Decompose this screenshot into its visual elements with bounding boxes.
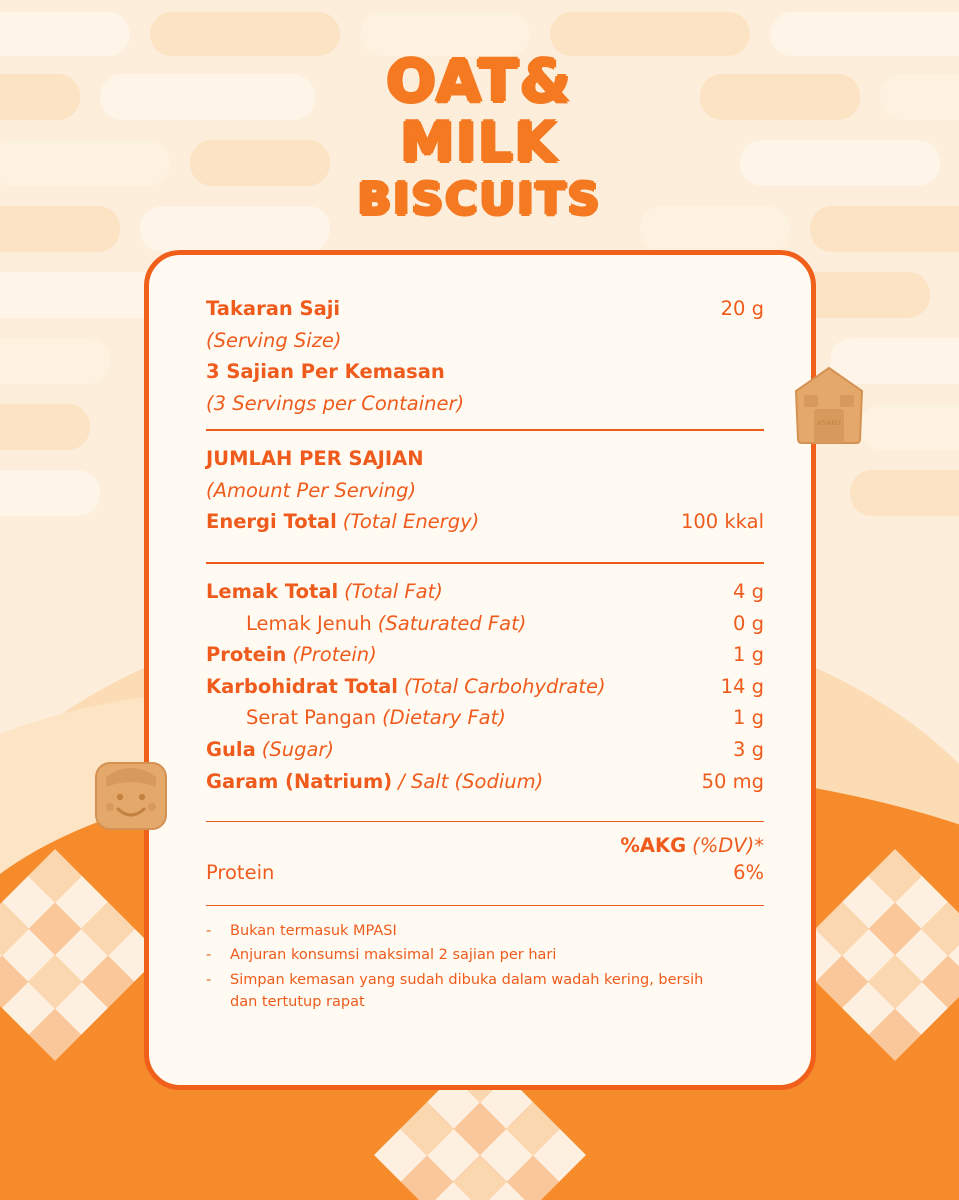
bg-brick — [0, 404, 90, 450]
biscuit-house-icon — [790, 365, 868, 445]
nutrition-facts-card — [144, 250, 816, 1090]
bg-brick — [0, 12, 130, 56]
note-item — [206, 920, 764, 942]
akg-heading-en: (%DV)* — [692, 834, 764, 858]
bg-brick — [550, 12, 750, 56]
akg-protein-label: Protein — [206, 861, 275, 885]
servings-per-container-row — [206, 356, 764, 388]
total-fat-label: Lemak Total — [206, 580, 339, 604]
sugar-label: Gula — [206, 737, 256, 761]
akg-protein-row — [206, 857, 764, 889]
sugar-value: 3 g — [733, 737, 764, 761]
protein-value: 1 g — [733, 643, 764, 667]
saturated-fat-row — [206, 608, 764, 640]
energy-label-en: (Total Energy) — [342, 510, 480, 534]
dietary-fiber-label: Serat Pangan — [246, 706, 377, 730]
dietary-fiber-row — [206, 702, 764, 734]
energy-label: Energi Total — [206, 510, 337, 534]
title-line-3: BISCUITS — [357, 174, 602, 225]
dietary-fiber-label-en: (Dietary Fat) — [382, 706, 506, 730]
total-fat-value: 4 g — [733, 580, 764, 604]
amount-per-serving-heading-en — [206, 475, 764, 507]
total-fat-label-en: (Total Fat) — [344, 580, 443, 604]
title-line-1: OAT& — [386, 47, 573, 115]
servings-per-container-row-en — [206, 388, 764, 420]
divider — [206, 429, 764, 431]
amount-per-serving-heading — [206, 443, 764, 475]
sodium-label: Garam (Natrium) — [206, 769, 393, 793]
sodium-row — [206, 766, 764, 798]
servings-per-container-label: 3 Sajian Per Kemasan — [206, 360, 445, 384]
dietary-fiber-value: 1 g — [733, 706, 764, 730]
serving-size-row — [206, 293, 764, 325]
protein-row — [206, 639, 764, 671]
note-text: Simpan kemasan yang sudah dibuka dalam wadah kering, bersih dan tertutup rapat — [230, 971, 704, 1011]
servings-per-container-label-en: (3 Servings per Container) — [206, 391, 465, 415]
akg-heading-id: %AKG — [620, 834, 687, 858]
akg-heading — [206, 834, 764, 857]
bg-brick — [0, 338, 110, 384]
note-item — [206, 944, 764, 966]
serving-size-value: 20 g — [720, 297, 764, 320]
note-marker: - — [206, 971, 212, 988]
note-text: Bukan termasuk MPASI — [230, 922, 397, 939]
serving-size-row-en — [206, 325, 764, 357]
sodium-label-en: / Salt (Sodium) — [398, 769, 544, 793]
total-carbohydrate-row — [206, 671, 764, 703]
note-marker: - — [206, 947, 212, 964]
bg-brick — [0, 470, 100, 516]
serving-size-label: Takaran Saji — [206, 297, 341, 320]
divider — [206, 821, 764, 822]
energy-value: 100 kkal — [680, 510, 764, 534]
saturated-fat-label: Lemak Jenuh — [246, 611, 372, 635]
note-marker: - — [206, 922, 212, 939]
bg-brick — [850, 470, 959, 516]
amount-per-serving-label: JUMLAH PER SAJIAN — [206, 447, 424, 471]
energy-row — [206, 506, 764, 538]
total-carbohydrate-value: 14 g — [720, 674, 764, 698]
notes-list — [206, 920, 764, 1014]
akg-protein-value: 6% — [733, 861, 764, 885]
title-line-2: MILK — [400, 111, 559, 174]
bg-brick — [860, 404, 959, 450]
amount-per-serving-label-en: (Amount Per Serving) — [206, 478, 417, 502]
total-carbohydrate-label: Karbohidrat Total — [206, 674, 398, 698]
sodium-value: 50 mg — [701, 769, 764, 793]
serving-size-label-en: (Serving Size) — [206, 328, 342, 352]
note-text: Anjuran konsumsi maksimal 2 sajian per hari — [230, 947, 557, 964]
saturated-fat-label-en: (Saturated Fat) — [377, 611, 527, 635]
note-item — [206, 969, 764, 1014]
bg-brick — [770, 12, 959, 56]
sugar-label-en: (Sugar) — [261, 737, 335, 761]
divider — [206, 905, 764, 906]
bg-brick — [150, 12, 340, 56]
svg-text:ASAKU: ASAKU — [817, 419, 841, 427]
total-carbohydrate-label-en: (Total Carbohydrate) — [403, 674, 606, 698]
nutrition-facts-content — [206, 293, 764, 1016]
biscuit-girl-icon — [86, 755, 176, 837]
total-fat-row — [206, 576, 764, 608]
divider — [206, 562, 764, 564]
product-title — [0, 47, 959, 225]
sugar-row — [206, 734, 764, 766]
saturated-fat-value: 0 g — [733, 611, 764, 635]
protein-label-en: (Protein) — [292, 643, 377, 667]
protein-label: Protein — [206, 643, 287, 667]
